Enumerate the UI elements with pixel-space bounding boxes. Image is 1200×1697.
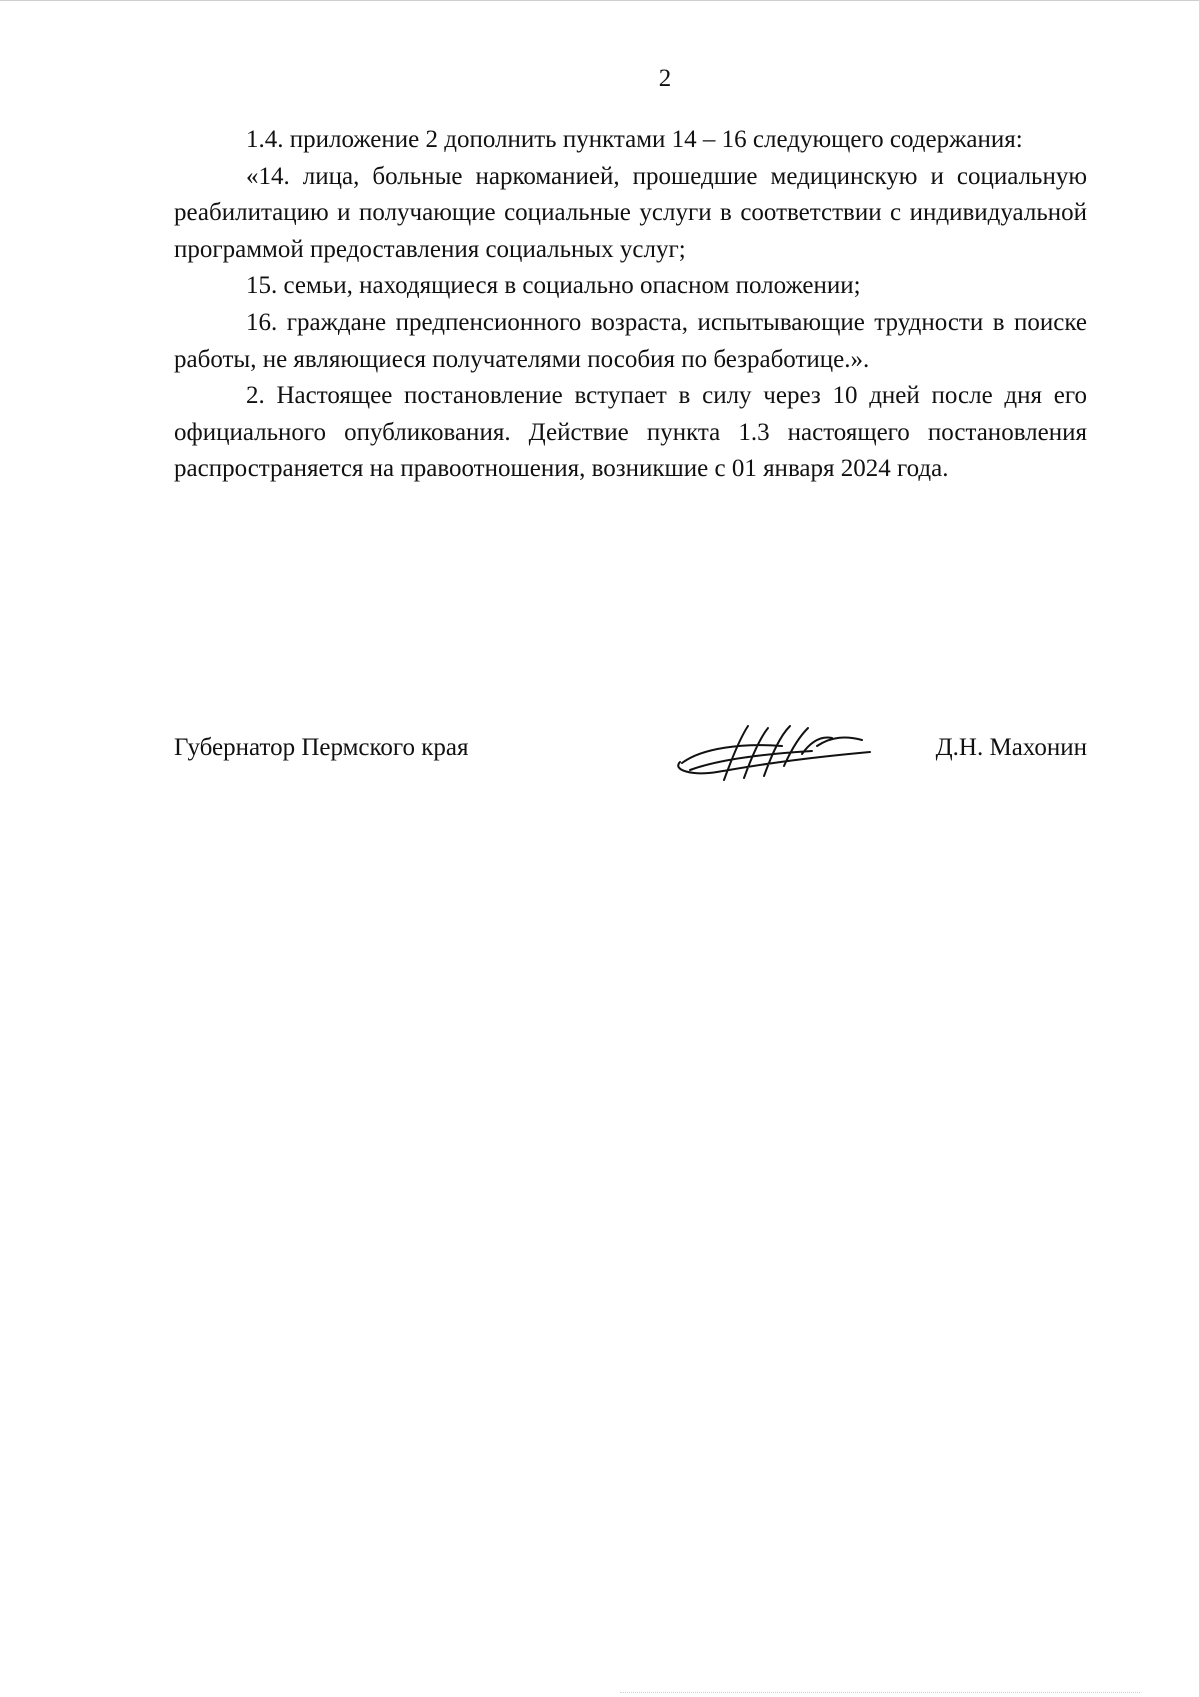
signature-block (174, 730, 1087, 790)
paragraph-1-4: 1.4. приложение 2 дополнить пунктами 14 – 16 следующего содержания: (246, 126, 1023, 153)
paragraph-2: 2. Настоящее постановление вступает в силу через 10 дней после дня его официального опубликования. Действие пункта 1.3 настоящего постановления распространяется на правоотношения, возникшие с 01 января 2024 года. (174, 382, 1087, 483)
document-body (174, 122, 1087, 488)
paragraph-item-16: 16. граждане предпенсионного возраста, испытывающие трудности в поиске работы, не являющиеся получателями пособия по безработице.». (174, 308, 1087, 373)
page-number: 2 (658, 65, 672, 92)
handwritten-signature (672, 718, 872, 788)
paragraph-item-14: «14. лица, больные наркоманией, прошедшие медицинскую и социальную реабилитацию и получающие социальные услуги в соответствии с индивидуальной программой предоставления социальных услуг; (174, 162, 1087, 263)
scan-edge-top (0, 0, 1200, 1)
scan-edge-bottom (620, 1691, 1140, 1693)
signatory-title: Губернатор Пермского края (174, 734, 469, 761)
paragraph-item-15: 15. семьи, находящиеся в социально опасном положении; (246, 272, 861, 300)
signatory-name: Д.Н. Махонин (935, 734, 1087, 761)
